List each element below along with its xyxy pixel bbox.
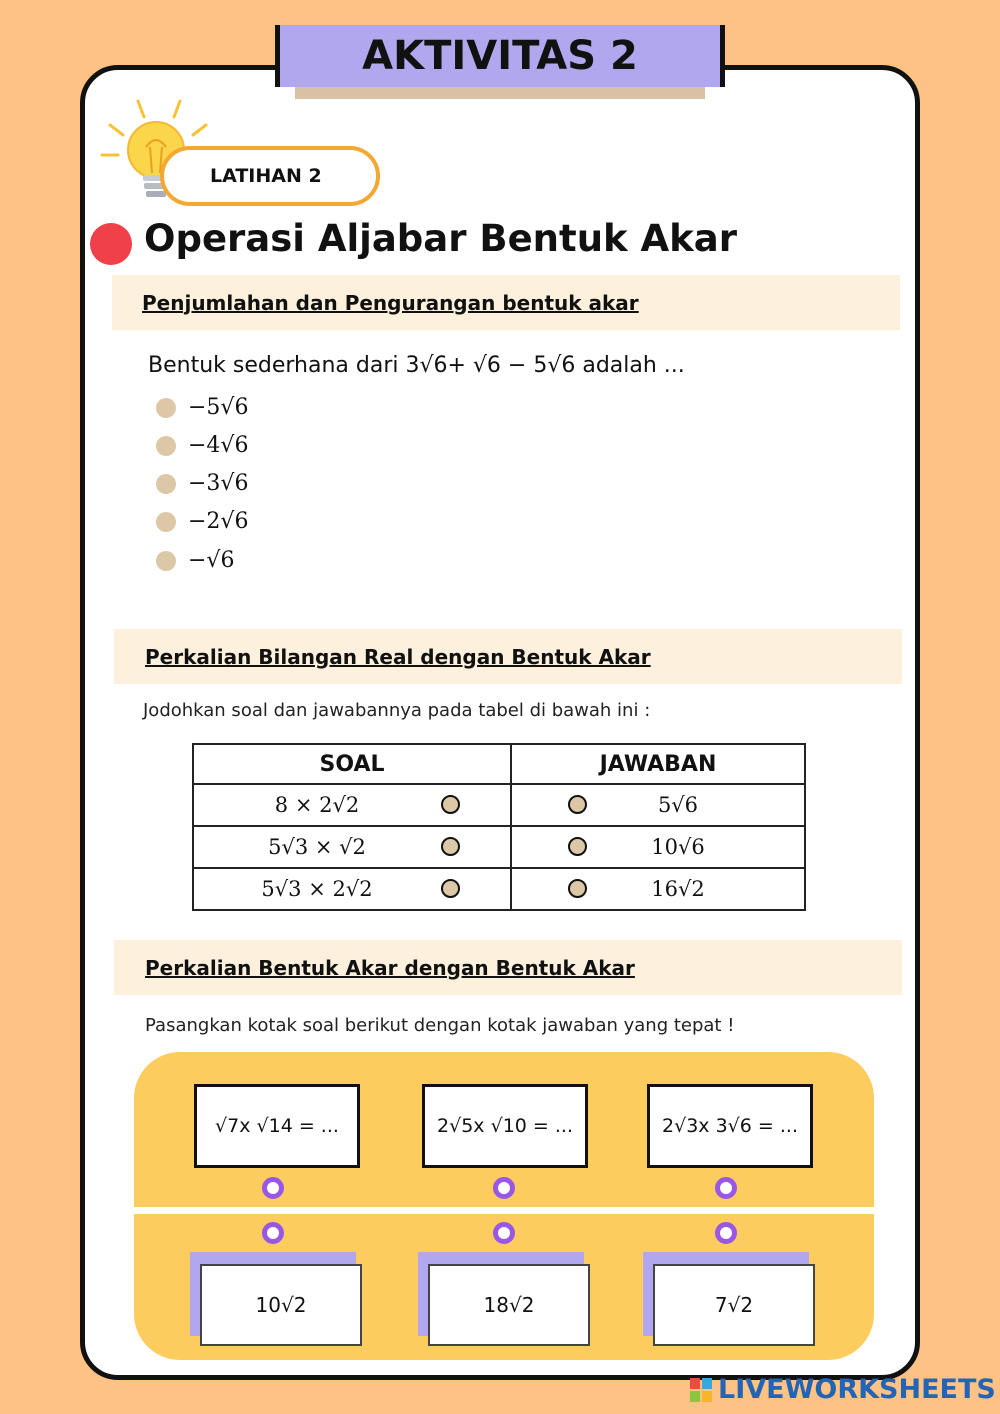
option-4[interactable] [156, 509, 248, 534]
section3-heading: Perkalian Bentuk Akar dengan Bentuk Akar [145, 955, 635, 980]
soal-cell [193, 826, 511, 868]
section1-heading: Penjumlahan dan Pengurangan bentuk akar [142, 290, 639, 315]
radio-button[interactable] [156, 551, 176, 571]
question-box-text: √7x √14 = ... [215, 1115, 339, 1137]
option-label: −3√6 [188, 471, 249, 496]
section3-instruction: Pasangkan kotak soal berikut dengan kotak jawaban yang tepat ! [145, 1015, 735, 1036]
soal-text: 5√3 × √2 [268, 835, 366, 859]
radio-button[interactable] [156, 398, 176, 418]
question-box-3 [647, 1084, 813, 1168]
match-connector[interactable] [568, 837, 587, 856]
soal-text: 8 × 2√2 [274, 793, 360, 817]
match-connector[interactable] [262, 1222, 284, 1244]
radio-button[interactable] [156, 436, 176, 456]
title-bullet [90, 223, 132, 265]
page-title: AKTIVITAS 2 [275, 25, 725, 87]
match-connector[interactable] [262, 1177, 284, 1199]
brand-name: LIVEWORKSHEETS [718, 1374, 996, 1405]
match-connector[interactable] [568, 795, 587, 814]
section2-instruction: Jodohkan soal dan jawabannya pada tabel di bawah ini : [143, 700, 651, 721]
option-5[interactable] [156, 548, 234, 573]
table-header-row [193, 744, 805, 784]
option-1[interactable] [156, 395, 248, 420]
column-header-jawaban: JAWABAN [511, 744, 805, 784]
question-box-1 [194, 1084, 360, 1168]
jawaban-text: 10√6 [651, 835, 705, 859]
table-row [193, 868, 805, 910]
section2-band [114, 629, 902, 684]
soal-cell [193, 784, 511, 826]
match-connector[interactable] [441, 795, 460, 814]
jawaban-cell [511, 784, 805, 826]
section2-heading: Perkalian Bilangan Real dengan Bentuk Akar [145, 644, 651, 669]
match-connector[interactable] [493, 1177, 515, 1199]
brand-logo [690, 1374, 996, 1405]
soal-text: 5√3 × 2√2 [261, 877, 373, 901]
answer-box-text: 18√2 [483, 1293, 535, 1317]
matching-divider [134, 1207, 874, 1214]
radio-button[interactable] [156, 512, 176, 532]
question-box-2 [422, 1084, 588, 1168]
table-row [193, 826, 805, 868]
jawaban-text: 16√2 [651, 877, 705, 901]
soal-cell [193, 868, 511, 910]
table-row [193, 784, 805, 826]
matching-table [192, 743, 806, 911]
option-label: −5√6 [188, 395, 249, 420]
jawaban-text: 5√6 [657, 793, 699, 817]
option-2[interactable] [156, 433, 248, 458]
match-connector[interactable] [493, 1222, 515, 1244]
option-3[interactable] [156, 471, 248, 496]
radio-button[interactable] [156, 474, 176, 494]
answer-box-text: 10√2 [255, 1293, 307, 1317]
match-connector[interactable] [715, 1222, 737, 1244]
section3-band [114, 940, 902, 995]
question-box-text: 2√3x 3√6 = ... [662, 1115, 798, 1137]
match-connector[interactable] [441, 837, 460, 856]
option-label: −2√6 [188, 509, 249, 534]
jawaban-cell [511, 868, 805, 910]
main-title: Operasi Aljabar Bentuk Akar [144, 217, 737, 260]
option-label: −√6 [188, 548, 235, 573]
answer-box-3 [653, 1264, 815, 1346]
option-label: −4√6 [188, 433, 249, 458]
exercise-badge [160, 146, 380, 206]
answer-box-text: 7√2 [714, 1293, 754, 1317]
match-connector[interactable] [715, 1177, 737, 1199]
jawaban-cell [511, 826, 805, 868]
answer-box-2 [428, 1264, 590, 1346]
section1-band [112, 275, 900, 330]
exercise-badge-label: LATIHAN 2 [210, 165, 322, 187]
question-text: Bentuk sederhana dari 3√6+ √6 − 5√6 adalah ... [148, 353, 685, 378]
column-header-soal: SOAL [193, 744, 511, 784]
answer-box-1 [200, 1264, 362, 1346]
match-connector[interactable] [441, 879, 460, 898]
liveworksheets-logo-icon [690, 1378, 712, 1402]
match-connector[interactable] [568, 879, 587, 898]
question-box-text: 2√5x √10 = ... [437, 1115, 573, 1137]
